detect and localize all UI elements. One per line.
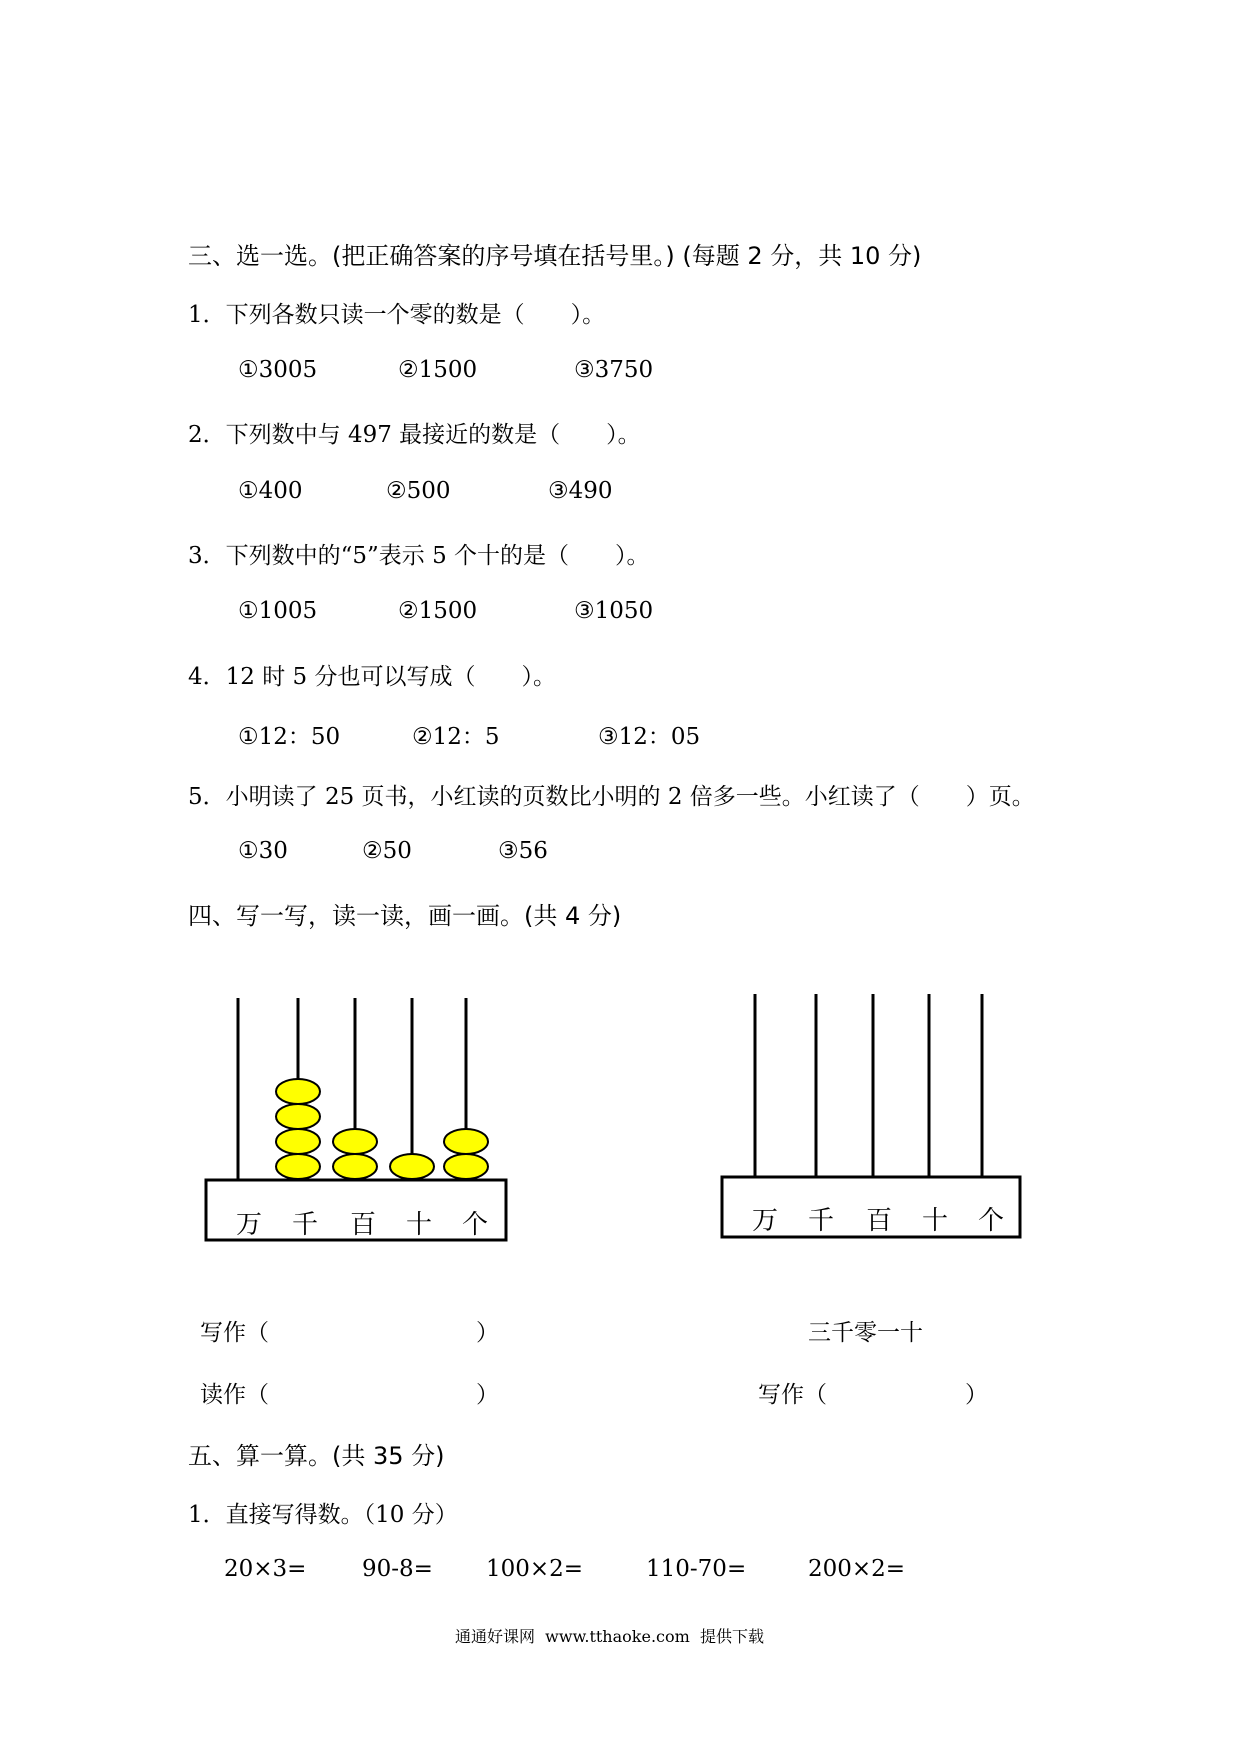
bead-qian-4	[276, 1079, 320, 1104]
section4-heading: 四、写一写，读一读，画一画。(共 4 分)	[188, 902, 622, 930]
left-label-wan: 万	[236, 1210, 263, 1240]
q1-option-2: ②1500	[398, 357, 478, 383]
expression-4: 110-70=	[646, 1556, 747, 1582]
right-label-shi: 十	[922, 1206, 949, 1236]
left-label-shi: 十	[406, 1210, 433, 1240]
right-write-blank[interactable]: 写作（ ）	[758, 1382, 988, 1408]
q5-option-1: ①30	[238, 838, 288, 864]
left-abacus-beads	[276, 1079, 488, 1179]
expression-2: 90-8=	[362, 1556, 433, 1582]
q4-option-1: ①12：50	[238, 724, 341, 750]
left-label-bai: 百	[350, 1210, 377, 1240]
expression-1: 20×3=	[224, 1556, 307, 1582]
left-read-blank[interactable]: 读作（ ）	[200, 1382, 499, 1408]
bead-qian-3	[276, 1104, 320, 1129]
section5-heading: 五、算一算。(共 35 分)	[188, 1442, 445, 1470]
question-2: 2．下列数中与 497 最接近的数是（ ）。	[188, 422, 641, 448]
q3-option-2: ②1500	[398, 598, 478, 624]
bead-qian-1	[276, 1154, 320, 1179]
q3-option-1: ①1005	[238, 598, 318, 624]
right-abacus	[755, 994, 982, 1177]
right-number-words: 三千零一十	[808, 1320, 923, 1346]
bead-shi-1	[390, 1154, 434, 1179]
q4-option-3: ③12：05	[598, 724, 701, 750]
expression-5: 200×2=	[808, 1556, 906, 1582]
section5-sub1: 1．直接写得数。（10 分）	[188, 1502, 458, 1528]
q5-option-3: ③56	[498, 838, 548, 864]
bead-ge-2	[444, 1129, 488, 1154]
right-label-bai: 百	[866, 1206, 893, 1236]
right-label-wan: 万	[752, 1206, 779, 1236]
bead-ge-1	[444, 1154, 488, 1179]
expression-3: 100×2=	[486, 1556, 584, 1582]
q2-option-3: ③490	[548, 478, 613, 504]
question-3: 3．下列数中的“5”表示 5 个十的是（ ）。	[188, 543, 650, 569]
bead-bai-2	[333, 1129, 377, 1154]
q4-option-2: ②12：5	[412, 724, 500, 750]
q5-option-2: ②50	[362, 838, 412, 864]
right-label-ge: 个	[978, 1206, 1005, 1236]
q1-option-3: ③3750	[574, 357, 654, 383]
q3-option-3: ③1050	[574, 598, 654, 624]
q2-option-2: ②500	[386, 478, 451, 504]
question-1: 1．下列各数只读一个零的数是（ ）。	[188, 302, 606, 328]
question-4: 4．12 时 5 分也可以写成（ ）。	[188, 664, 556, 690]
bead-qian-2	[276, 1129, 320, 1154]
footer-text: 通通好课网 www.tthaoke.com 提供下载	[455, 1627, 764, 1646]
left-write-blank[interactable]: 写作（ ）	[200, 1320, 499, 1346]
left-label-qian: 千	[292, 1210, 319, 1240]
q2-option-1: ①400	[238, 478, 303, 504]
left-label-ge: 个	[462, 1210, 489, 1240]
bead-bai-1	[333, 1154, 377, 1179]
question-5: 5．小明读了 25 页书，小红读的页数比小明的 2 倍多一些。小红读了（ ）页。	[188, 784, 1035, 810]
right-label-qian: 千	[808, 1206, 835, 1236]
section3-heading: 三、选一选。(把正确答案的序号填在括号里。) (每题 2 分，共 10 分)	[188, 242, 922, 270]
q1-option-1: ①3005	[238, 357, 318, 383]
